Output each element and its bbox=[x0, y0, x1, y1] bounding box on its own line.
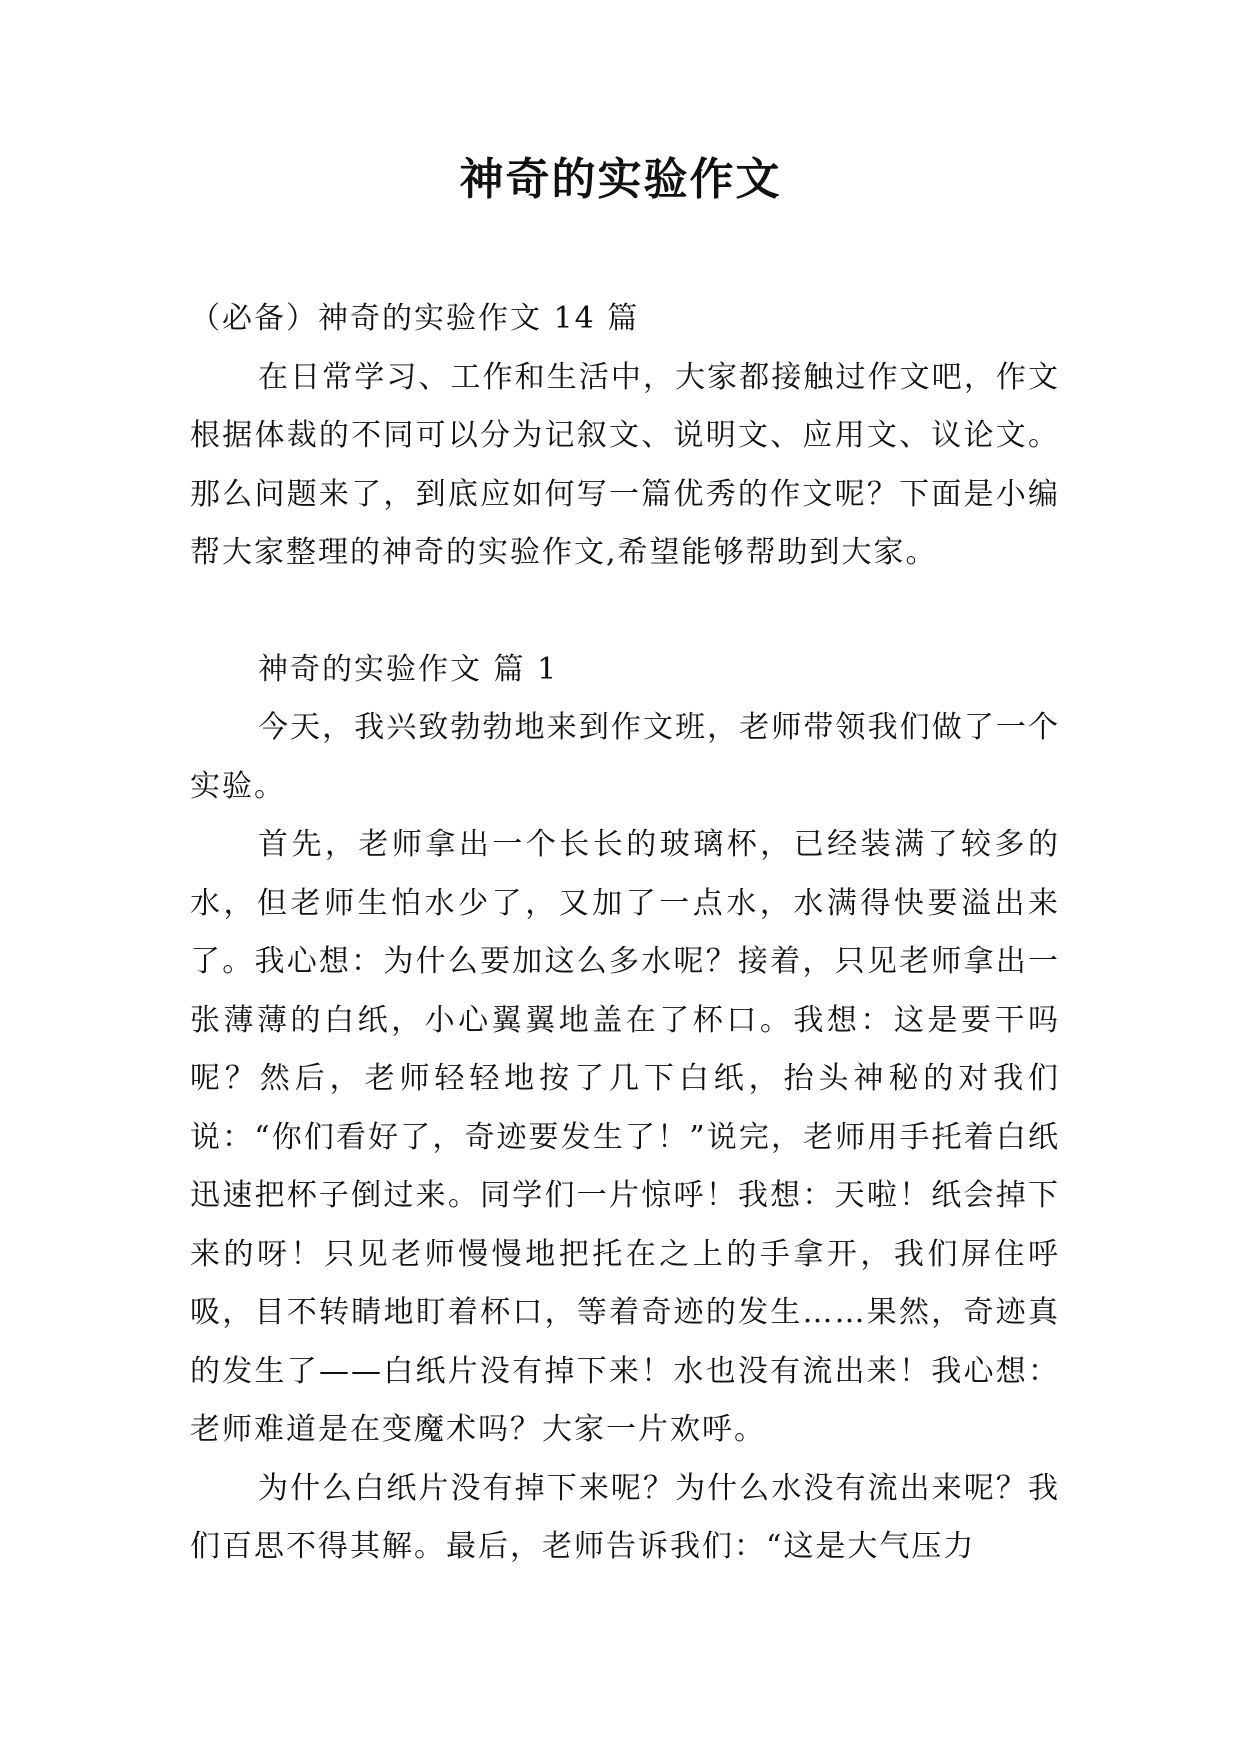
document-subtitle: （必备）神奇的实验作文 14 篇 bbox=[190, 301, 640, 336]
document-body bbox=[190, 290, 1060, 1577]
document-title: 神奇的实验作文 bbox=[459, 154, 782, 205]
essay-paragraph-1: 今天，我兴致勃勃地来到作文班，老师带领我们做了一个实验。 bbox=[190, 710, 1060, 804]
essay-paragraph-3: 为什么白纸片没有掉下来呢？为什么水没有流出来呢？我们百思不得其解。最后，老师告诉我们：“这是大气压力 bbox=[190, 1470, 1060, 1564]
section-heading: 神奇的实验作文 篇 1 bbox=[258, 651, 559, 687]
section-spacer bbox=[190, 583, 1060, 641]
intro-paragraph: 在日常学习、工作和生活中，大家都接触过作文吧，作文根据体裁的不同可以分为记叙文、说明文、应用文、议论文。那么问题来了，到底应如何写一篇优秀的作文呢？下面是小编帮大家整理的神奇的实验作文,希望能够帮助到大家。 bbox=[190, 359, 1060, 570]
essay-paragraph-2: 首先，老师拿出一个长长的玻璃杯，已经装满了较多的水，但老师生怕水少了，又加了一点水，水满得快要溢出来了。我心想：为什么要加这么多水呢？接着，只见老师拿出一张薄薄的白纸，小心翼翼地盖在了杯口。我想：这是要干吗呢？然后，老师轻轻地按了几下白纸，抬头神秘的对我们说：“你们看好了，奇迹要发生了！”说完，老师用手托着白纸迅速把杯子倒过来。同学们一片惊呼！我想：天啦！纸会掉下来的呀！只见老师慢慢地把托在之上的手拿开，我们屏住呼吸，目不转睛地盯着杯口，等着奇迹的发生……果然，奇迹真的发生了——白纸片没有掉下来！水也没有流出来！我心想：老师难道是在变魔术吗？大家一片欢呼。 bbox=[190, 827, 1060, 1447]
